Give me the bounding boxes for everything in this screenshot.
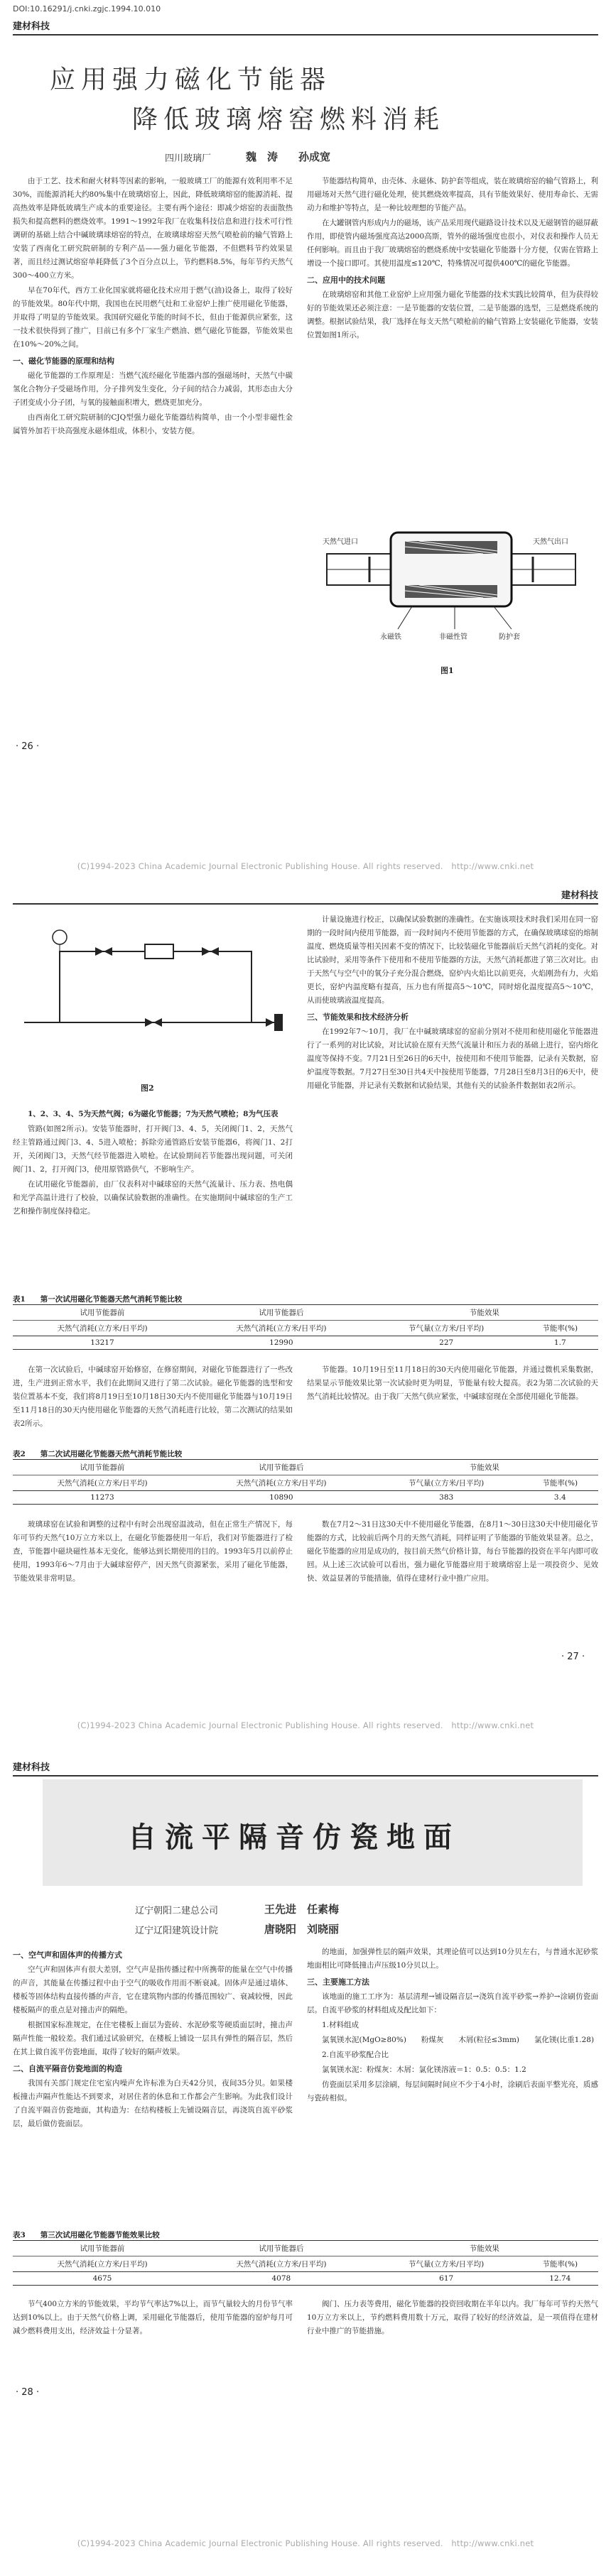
paragraph: 由西南化工研究院研制的CJQ型强力磁化节能器结构简单，由一个小型非磁性金属管外加若干块高强度永磁体组成，体积小，安装方便。 [13, 413, 293, 435]
paragraph: 在玻璃熔窑和其他工业窑炉上应用强力磁化节能器的技术实践比较简单，但为获得较好的节能效果还必须注意：一是节能器的安装位置，二是节能器的选型，三是燃烧系统的调整。根据试验结果，我厂选择在每支天然气喷枪前的输气管路上安装磁化节能器，安装位置如图1所示。 [307, 290, 598, 339]
paragraph: 在1992年7～10月，我厂在中碱玻璃球窑的窑前分别对不使用和使用磁化节能器进行了一系列的对比试验，对比试验在原有天然气流量计和压力表的基础上进行，窑内熔化温度等保持不变。7月21日至26日的6天中，按使用和不使用节能器，记录有关数据，窑炉温度等数据。7月27日至30日共4天中按使用节能器，7月28日至8月3日的6天中，使用磁化节能器，并记录有关数据和试验结果，其他有关的试验条件数据如表2所示。 [307, 1027, 598, 1090]
table-cell: 1.7 [522, 1336, 598, 1350]
page1-author2: 孙成宽 [298, 151, 331, 163]
table-subheader: 天然气消耗(立方米/日平均) [192, 2256, 371, 2272]
paragraph: 该地面的施工工序为：基层清理→铺设隔音层→浇筑自流平砂浆→养护→涂刷仿瓷面层。自流平砂浆的材料组成及配比如下： [307, 1992, 598, 2014]
section-heading: 二、自流平隔音仿瓷地面的构造 [13, 2064, 122, 2073]
paragraph: 节能器结构简单，由壳体、永磁体、防护套等组成，装在玻璃熔窑的输气管路上，利用磁场对天然气进行磁化处理，使其燃烧效率提高，具有节能效果好、使用寿命长、无需动力和维护等特点，是一种比较理想的节能产品。 [307, 177, 598, 212]
page2-left-column [13, 1108, 293, 1285]
table-subheader: 天然气消耗(立方米/日平均) [13, 1321, 192, 1336]
figure-1 [313, 490, 590, 682]
fig1-caption: 图1 [440, 666, 454, 675]
paragraph: 在试用磁化节能器前，由厂仪表科对中碱球窑的天然气流量计、压力表、热电偶和光学高温计进行了校验，以确保试验数据的准确性。在实施期间中碱球窑的生产工艺和操作制度保持稳定。 [13, 1180, 293, 1216]
pipeline-diagram [17, 923, 287, 1079]
table-subheader: 节气量(立方米/日平均) [371, 1475, 522, 1491]
fig1-label-outlet: 天然气出口 [533, 538, 568, 546]
page1-title-line1: 应用强力磁化节能器 [50, 65, 332, 94]
paragraph: 空气声和固体声有很大差别，空气声是指传播过程中所携带的能量在空气中传播的声音，其能量在传播过程中由于空气的吸收作用而不断衰减。固体声是通过墙体、楼板等固体结构直接传播的声音，它在建筑物内部的传播范围较广、衰减较慢，因此楼板隔声的重点是对撞击声的隔绝。 [13, 1965, 293, 2014]
fig1-label-pipe: 非磁性管 [439, 633, 467, 641]
table2-caption: 表2 第二次试用磁化节能器天然气消耗节能比较 [13, 1450, 183, 1458]
table-subheader: 节气量(立方米/日平均) [371, 1321, 522, 1336]
table-subheader: 节能率(%) [522, 1475, 598, 1491]
paragraph: 的地面，加强弹性层的隔声效果，其理论值可以达到10分贝左右，与普通水泥砂浆地面相比可降低撞击声压级10分贝以上。 [307, 1948, 598, 1970]
table-row [13, 1491, 598, 1505]
table-header: 试用节能器后 [192, 1460, 371, 1475]
section-heading: 一、磁化节能器的原理和结构 [13, 356, 114, 366]
page1-right-column [307, 175, 598, 444]
copyright-footer-2: (C)1994-2023 China Academic Journal Electronic Publishing House. All rights reserved. http://www.cnki.net [77, 1720, 534, 1730]
paragraph: 磁化节能器的工作原理是：当燃气流经磁化节能器内部的强磁场时，天然气中碳氢化合物分子受磁场作用，分子排列发生变化，分子间的结合力减弱，其形态由大分子团变成小分子团，与氧的接触面积增大，燃烧更加充分。 [13, 371, 293, 407]
doi-line: DOI:10.16291/j.cnki.zgjc.1994.10.010 [13, 4, 161, 13]
paragraph: 玻璃球窑在试验和调整的过程中有时会出现窑温波动，但在正常生产情况下，每年可节约天然气10万立方米以上，在磁化节能器使用一年后，我们对节能器进行了检查，节能器中磁块磁性基本无变化，能够达到长期使用的目的。1993年5月以前停止使用，1993年6～7月由于大碱球窑停产，因天然气资源紧张，采用了磁化节能器，节能效果非常明显。 [13, 1520, 293, 1583]
table3-grid [13, 2240, 598, 2286]
table-cell: 13217 [13, 1336, 192, 1350]
table-2 [13, 1448, 598, 1505]
table-row [13, 2272, 598, 2286]
table-row [13, 1336, 598, 1350]
page3-section-header: 建材科技 [13, 1759, 598, 1777]
section-heading: 二、应用中的技术问题 [307, 275, 385, 285]
page2-page-number: · 27 · [561, 1652, 585, 1662]
page3-page-number: · 28 · [16, 2387, 40, 2398]
table-cell: 10890 [192, 1491, 371, 1505]
table-3 [13, 2230, 598, 2286]
paragraph: 数在7月2～31日这30天中不使用磁化节能器，在8月1～30日这30天中使用磁化节能器的方式，比较前后两个月的天然气消耗，同样证明了节能器的节能效果显著。总之，磁化节能器的应用是成功的，按目前天然气价格计算，每台节能器的投资在半年内即可收回。从上述三次试验可以看出，强力磁化节能器应用于玻璃熔窑上是一项投资少、见效快、效益显著的节能措施，值得在建材行业中推广应用。 [307, 1520, 598, 1583]
table-subheader: 节能率(%) [522, 1321, 598, 1336]
page1-section-header: 建材科技 [13, 18, 598, 36]
table-cell: 12.74 [522, 2272, 598, 2286]
page2-bottom-right [307, 1518, 598, 1632]
table-1 [13, 1294, 598, 1350]
table-subheader: 天然气消耗(立方米/日平均) [192, 1475, 371, 1491]
page2-mid-right [307, 1363, 598, 1441]
section-heading: 三、主要施工方法 [307, 1977, 369, 1987]
paragraph: 节能器。10月19日至11月18日的30天内使用磁化节能器，并通过微机采集数据，结果显示节能效果比第一次试验时更为明显，节能量有较大提高。表2为第二次试验的天然气消耗比较情况。由于我厂天然气供应紧张，中碱球窑现在全部使用磁化节能器。 [307, 1365, 598, 1401]
table-header: 节能效果 [371, 1305, 598, 1321]
table-cell: 617 [371, 2272, 522, 2286]
table1-grid [13, 1304, 598, 1350]
table-cell: 383 [371, 1491, 522, 1505]
table-cell: 3.4 [522, 1491, 598, 1505]
page3-authors2: 唐晓阳 刘晓丽 [264, 1923, 340, 1936]
page1-left-column [13, 175, 293, 736]
table-subheader: 天然气消耗(立方米/日平均) [192, 1321, 371, 1336]
paragraph: 在第一次试验后，中碱球窑开始修窑，在修窑期间，对磁化节能器进行了一些改进，生产进到正常水平，我们在此期间又进行了第二次试验。磁化节能器的选型和安装位置基本不变，我们将8月19日至10月18日30天内不使用磁化节能器与10月19日至11月18日的30天内使用磁化节能器的天然气消耗进行比较，第二次测试的结果如表2所示。 [13, 1365, 293, 1428]
table-header: 试用节能器前 [13, 1460, 192, 1475]
paragraph: 在大罐钢管内形成内力的磁场，该产品采用现代磁路设计技术以及无磁钢管的磁屏蔽作用，即使管内磁场强度高达2000高斯，管外的磁场强度也很小，对仪表和操作人员无任何影响。而且由于我厂玻璃熔窑的燃烧系统中安装磁化节能器十分方便，仅需在管路上增设一个接口即可。其使用温度≤120℃，特殊情况可提供400℃的磁化节能器。 [307, 219, 598, 268]
page3-bottom-left [13, 2298, 293, 2376]
page3-affiliation2: 辽宁辽阳建筑设计院 [135, 1926, 219, 1936]
table-header: 试用节能器前 [13, 2241, 192, 2256]
paragraph: 氯氧镁水泥：粉煤灰：木屑：氯化镁溶液＝1：0.5：0.5：1.2 [322, 2065, 526, 2074]
page1-affiliation: 四川玻璃厂 [165, 153, 212, 164]
table-cell: 4675 [13, 2272, 192, 2286]
page3-affiliation1: 辽宁朝阳二建总公司 [135, 1906, 219, 1916]
page1-page-number: · 26 · [16, 741, 40, 752]
paragraph: 我国有关部门规定住宅室内噪声允许标准为白天42分贝，夜间35分贝。如果楼板撞击声隔声性能达不到要求，对居住者的休息和工作都会产生影响。为此我们设计了自流平隔音仿瓷地面，其构造为：在结构楼板上先铺设隔音层，再浇筑自流平砂浆层，最后做仿瓷面层。 [13, 2079, 293, 2128]
table-header: 节能效果 [371, 1460, 598, 1475]
fig1-label-magnet: 永磁铁 [380, 633, 401, 641]
table-cell: 227 [371, 1336, 522, 1350]
page3-bottom-right [307, 2298, 598, 2376]
table-cell: 12990 [192, 1336, 371, 1350]
paragraph: 由于工艺、技术和耐火材料等因素的影响，一般玻璃工厂的能源有效利用率不足30%，而能源消耗大约80%集中在玻璃熔窑上，因此，降低玻璃熔窑的能源消耗、提高热效率是降低玻璃生产成本的重要途径。主要有两个途径：即减少熔窑的表面散热损失和提高燃料的燃烧效率。1991～1992年我厂在收集科技信息和进行技术可行性调研的基础上结合中碱玻璃球熔窑的特点，在玻璃球熔窑天然气喷枪前的输气管路上安装了西南化工研究院研制的专利产品——强力磁化节能器，不但燃料节约效果显著，而且经过测试熔窑单耗降低了3个百分点以上，节约燃料8.5%，每年节约天然气300～400立方米。 [13, 177, 293, 280]
paragraph: 计量设施进行校正，以确保试验数据的准确性。在实施该项技术时我们采用在同一窑期的一段时间内使用节能器，而一段时间内不使用节能器的方式，在确保玻璃球窑的熔制温度、燃烧质量等相关因素不变的情况下，比较装磁化节能器前后天然气消耗的变化。对比试验时，采用等条件下使用和不使用节能器的方法，天然气消耗都进了第三次对比。由于天然气与空气中的氧分子充分混合燃烧，窑炉内火焰比以前更亮，火焰刚劲有力，火焰更长，窑炉内温度略有提高，压力也有所提高5～10℃，同时熔化温度提高5～10℃，从而使玻璃液温度提高。 [307, 915, 598, 1005]
fig1-label-inlet: 天然气进口 [323, 538, 358, 546]
page2-bottom-left [13, 1518, 293, 1632]
page2-mid-left [13, 1363, 293, 1441]
paragraph: 阀门、压力表等费用，磁化节能器的投资回收期在半年以内。我厂每年可节约天然气10万立方米以上，节约燃料费用数十万元，取得了较好的经济效益，是一项值得在建材行业中推广的节能措施。 [307, 2300, 598, 2335]
page3-right-column [307, 1945, 598, 2222]
table1-caption: 表1 第一次试用磁化节能器天然气消耗节能比较 [13, 1295, 183, 1304]
page2-section-header: 建材科技 [13, 888, 598, 905]
table-header: 试用节能器后 [192, 2241, 371, 2256]
table-subheader: 节气量(立方米/日平均) [371, 2256, 522, 2272]
fig1-label-sleeve: 防护套 [499, 633, 520, 641]
fig2-legend: 1、2、3、4、5为天然气阀；6为磁化节能器；7为天然气喷枪；8为气压表 [28, 1110, 279, 1118]
paragraph: 仿瓷面层采用多层涂刷，每层间隔时间应不少于4小时，涂刷后表面平整光亮，质感与瓷砖相似。 [307, 2080, 598, 2102]
fig2-caption: 图2 [141, 1084, 154, 1093]
table-header: 试用节能器前 [13, 1305, 192, 1321]
copyright-footer-1: (C)1994-2023 China Academic Journal Electronic Publishing House. All rights reserved. http://www.cnki.net [77, 861, 534, 871]
table-cell: 11273 [13, 1491, 192, 1505]
figure-2 [17, 923, 287, 1093]
page3-authors1: 王先进 任素梅 [264, 1903, 340, 1916]
paragraph: 氯氧镁水泥(MgO≥80%) 粉煤灰 木屑(粒径≤3mm) 氯化镁(比重1.28) [322, 2036, 595, 2044]
paragraph: 2.自流平砂浆配合比 [322, 2051, 389, 2059]
paragraph: 管路(如图2所示)。安装节能器时，打开阀门3、4、5，关闭阀门1、2，天然气经主管路通过阀门3、4、5进入喷枪；拆除旁通管路后安装节能器6，将阀门1、2打开，关闭阀门3，天然气经节能器进入喷枪。在试验期间若节能器出现问题，可关闭阀门1、2，打开阀门3，使用原管路供气，不影响生产。 [13, 1125, 293, 1174]
copyright-footer-3: (C)1994-2023 China Academic Journal Electronic Publishing House. All rights reserved. http://www.cnki.net [77, 2538, 534, 2548]
table-cell: 4078 [192, 2272, 371, 2286]
table-subheader: 天然气消耗(立方米/日平均) [13, 2256, 192, 2272]
table-header: 试用节能器后 [192, 1305, 371, 1321]
page3-title: 自流平隔音仿瓷地面 [128, 1821, 460, 1854]
paragraph: 节气400立方米的节能效果，平均节气率达7%以上，而节气量较大的月份节气率达到10%以上。由于天然气价格上调，采用磁化节能器后，使用节能器的窑炉每月可减少燃料费用支出，经济效益十分显著。 [13, 2300, 293, 2335]
page1-author1: 魏 涛 [246, 151, 279, 163]
page1-title-line2: 降低玻璃熔窑燃料消耗 [132, 105, 445, 134]
page2-right-column [307, 913, 598, 1282]
page3-left-column [13, 1945, 293, 2222]
paragraph: 早在70年代，西方工业化国家就将磁化技术应用于燃气(油)设备上，取得了较好的节能效果。80年代中期，我国也在民用燃气灶和工业窑炉上推广使用磁化节能器，并取得了明显的节能效果。我国研究磁化节能的时间不长，但由于能源供应紧张，这一技术很快得到了推广，目前已有多个厂家生产燃油、燃气磁化节能器，节能效果也在10%～20%之间。 [13, 286, 293, 349]
section-heading: 三、节能效果和技术经济分析 [307, 1013, 409, 1022]
table-subheader: 天然气消耗(立方米/日平均) [13, 1475, 192, 1491]
table3-caption: 表3 第三次试用磁化节能器节能效果比较 [13, 2231, 160, 2239]
paragraph: 根据国家标准规定，在住宅楼板上面层为瓷砖、水泥砂浆等硬质面层时，撞击声隔声性能一般较差。我们通过试验研究，在楼板上铺设一层具有弹性的隔音层，然后在其上做自流平仿瓷地面，取得了较好的隔声效果。 [13, 2021, 293, 2056]
table2-grid [13, 1459, 598, 1505]
paragraph: 1.材料组成 [322, 2021, 359, 2029]
magnetizer-diagram [313, 490, 590, 653]
table-header: 节能效果 [371, 2241, 598, 2256]
table-subheader: 节能率(%) [522, 2256, 598, 2272]
section-heading: 一、空气声和固体声的传播方式 [13, 1950, 122, 1960]
